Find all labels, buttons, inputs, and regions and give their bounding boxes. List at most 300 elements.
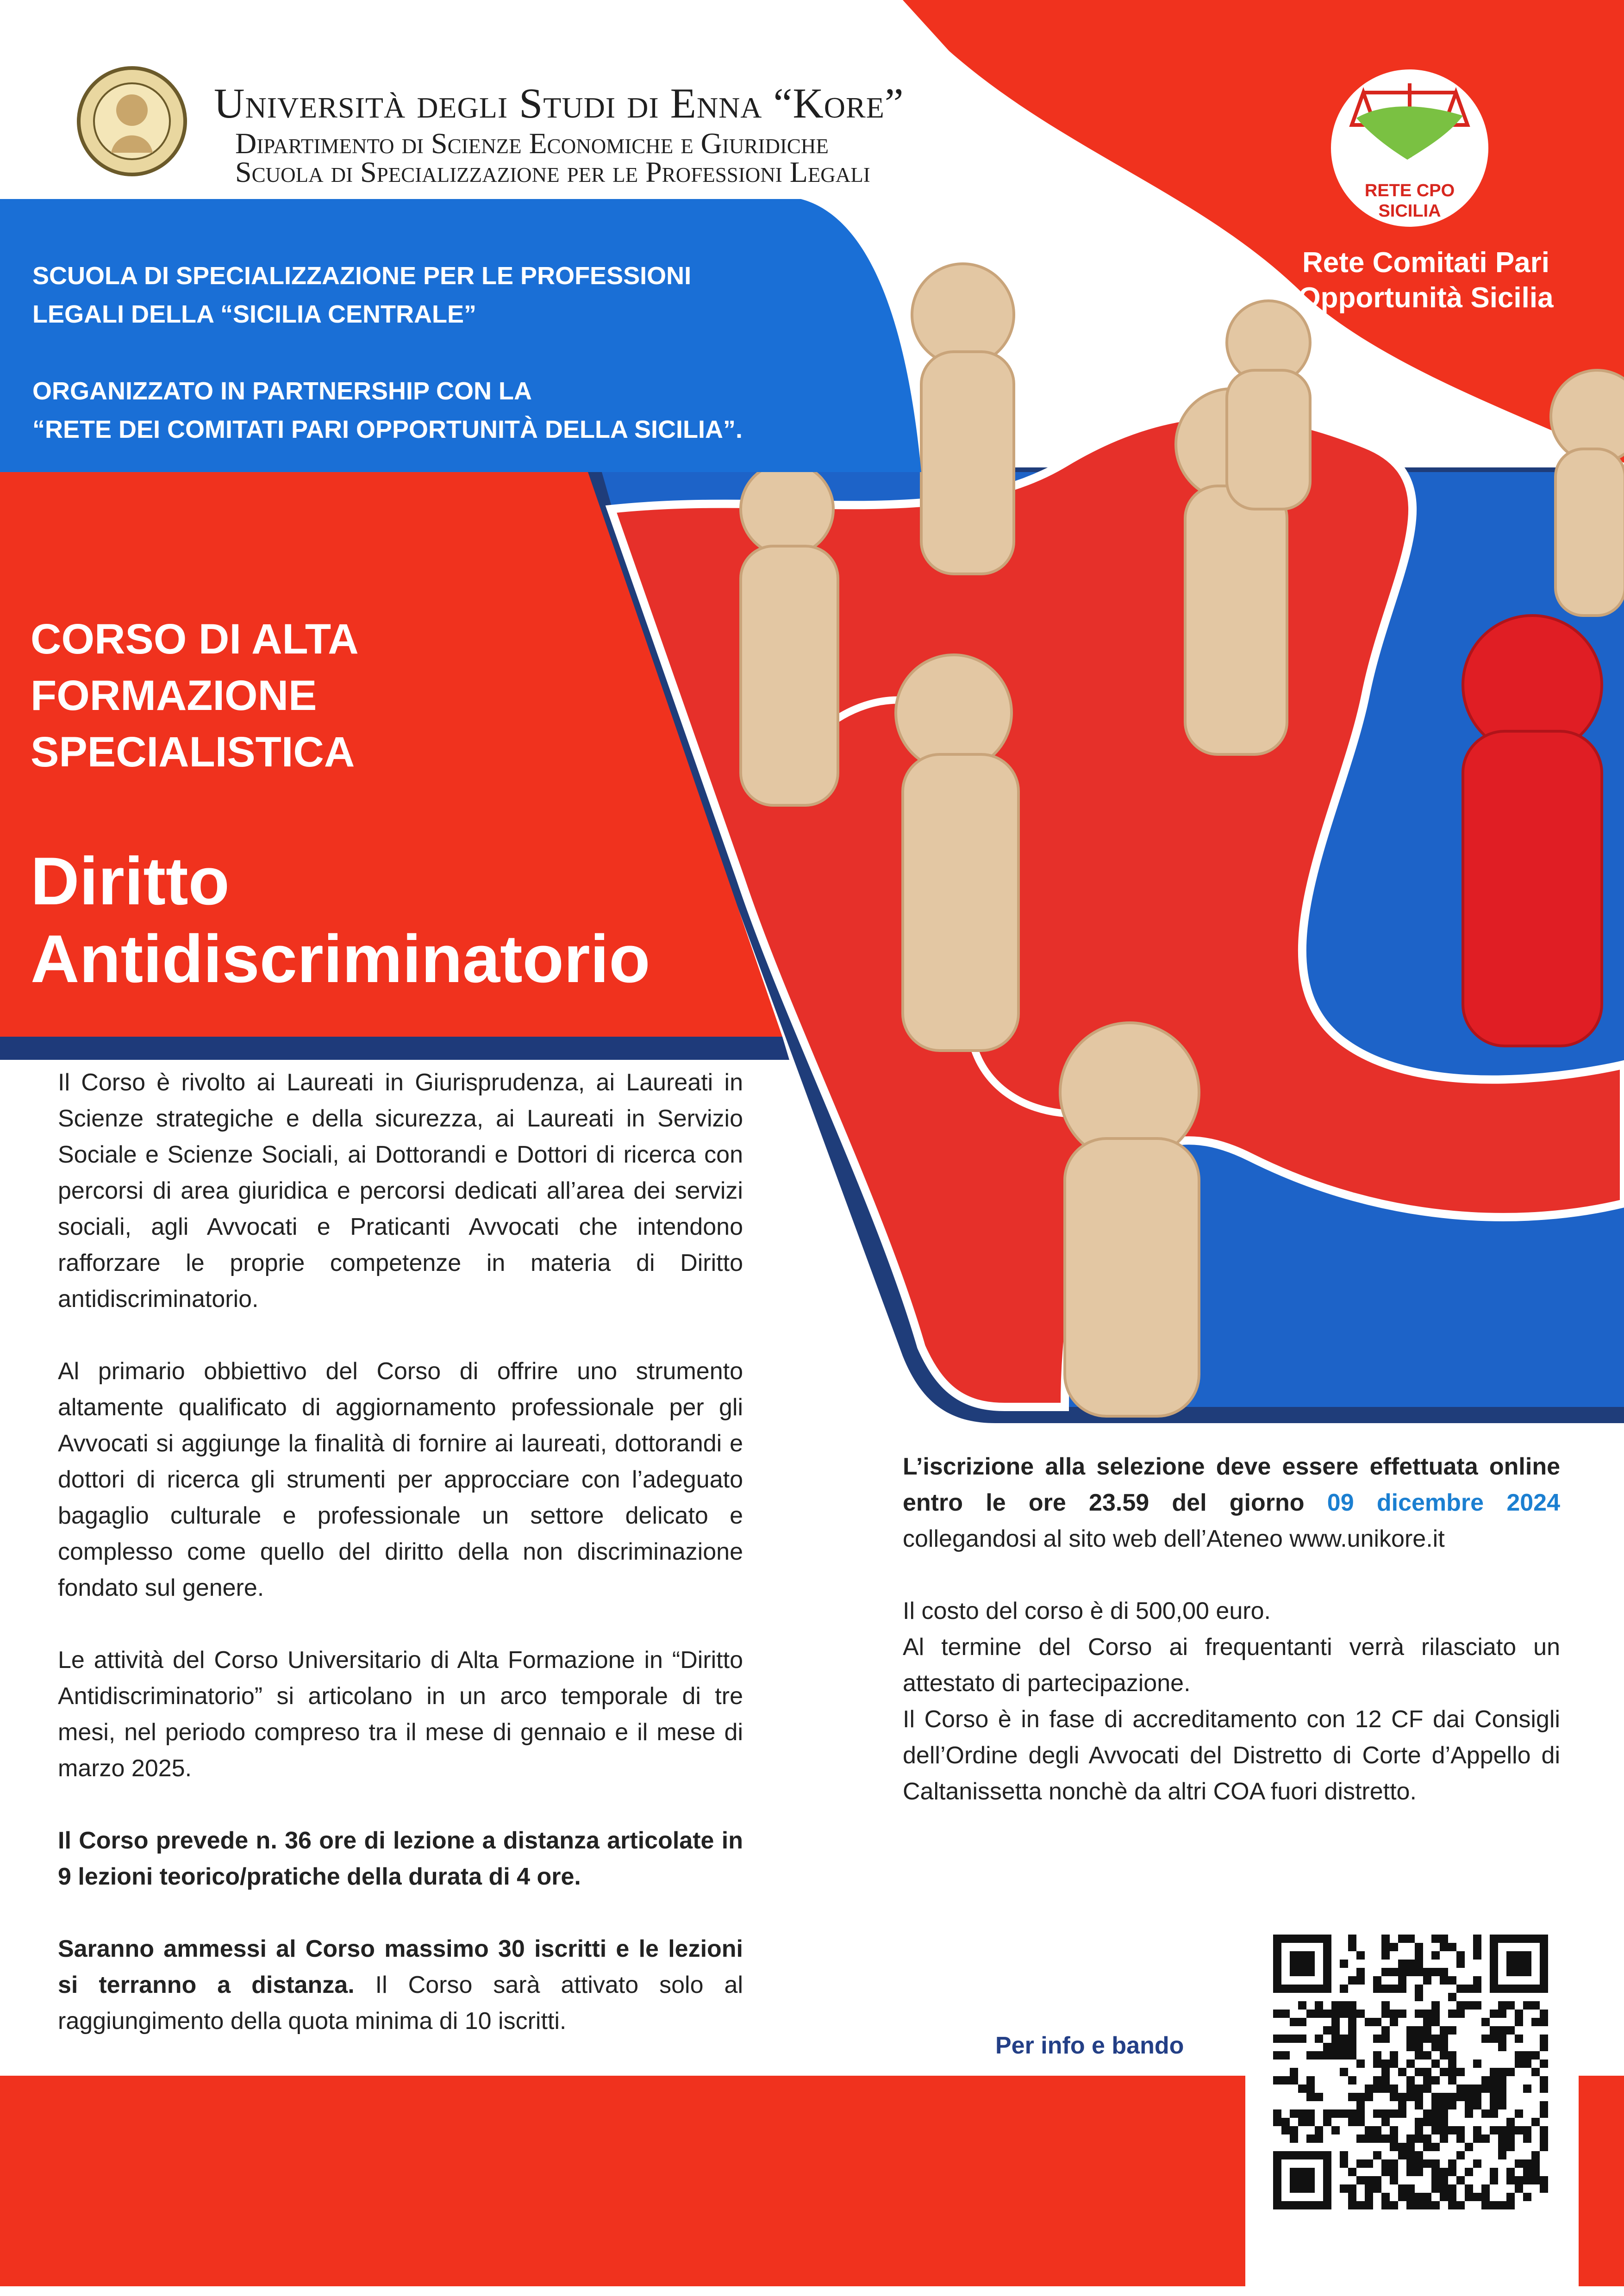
qr-module [1473, 2101, 1481, 2109]
qr-module [1531, 2176, 1540, 2184]
qr-module [1473, 1985, 1481, 1993]
qr-module [1323, 2043, 1331, 2051]
qr-module [1373, 2018, 1381, 2026]
qr-module [1440, 1943, 1448, 1951]
qr-module [1340, 2010, 1348, 2018]
qr-module [1381, 2068, 1390, 2076]
qr-module [1490, 2068, 1498, 2076]
qr-module [1490, 2168, 1498, 2176]
qr-module [1523, 2051, 1531, 2060]
qr-module [1448, 2201, 1456, 2209]
qr-module [1306, 2134, 1315, 2143]
qr-module [1490, 2035, 1498, 2043]
qr-module [1515, 2035, 1523, 2043]
qr-module [1398, 2010, 1406, 2018]
qr-module [1473, 2001, 1481, 2010]
qr-module [1331, 2051, 1340, 2060]
qr-module [1473, 2084, 1481, 2093]
qr-module [1415, 2093, 1423, 2101]
qr-module [1348, 2184, 1356, 2193]
qr-module [1506, 2143, 1515, 2151]
qr-module [1273, 2051, 1281, 2060]
qr-module [1440, 2176, 1448, 2184]
qr-module [1398, 2184, 1406, 2193]
registration-info [903, 1449, 1560, 1846]
qr-module [1540, 2126, 1548, 2134]
qr-module [1481, 2035, 1490, 2043]
qr-module [1390, 1943, 1398, 1951]
qr-module [1515, 2060, 1523, 2068]
qr-module [1373, 2035, 1381, 2043]
qr-module [1540, 2143, 1548, 2151]
qr-module [1356, 1968, 1365, 1976]
qr-module [1348, 2193, 1356, 2201]
qr-module [1423, 2109, 1431, 2118]
qr-module [1306, 2051, 1315, 2060]
qr-module [1423, 1968, 1431, 1976]
qr-module [1306, 2076, 1315, 2084]
cost-info-paragraph [903, 1593, 1560, 1810]
qr-module [1390, 1985, 1398, 1993]
qr-module [1431, 1968, 1440, 1976]
qr-module [1348, 2026, 1356, 2035]
qr-module [1423, 2201, 1431, 2209]
qr-module [1373, 2151, 1381, 2159]
qr-module [1473, 2060, 1481, 2068]
qr-module [1381, 1943, 1390, 1951]
qr-module [1540, 2184, 1548, 2193]
qr-module [1356, 2093, 1365, 2101]
qr-module [1523, 2176, 1531, 2184]
partnership-banner [32, 257, 912, 449]
qr-module [1406, 2093, 1415, 2101]
cpo-caption [1259, 245, 1593, 316]
qr-module [1465, 2109, 1473, 2118]
qr-module [1415, 2201, 1423, 2209]
qr-module [1340, 1985, 1348, 1993]
qr-module [1531, 2151, 1540, 2159]
qr-module [1440, 1935, 1448, 1943]
qr-module [1331, 2126, 1340, 2134]
qr-module [1306, 2109, 1315, 2118]
qr-module [1440, 1976, 1448, 1985]
qr-module [1381, 2159, 1390, 2168]
qr-module [1365, 2134, 1373, 2143]
qr-module [1498, 2201, 1506, 2209]
qr-module [1381, 1985, 1390, 1993]
registration-bold: L’iscrizione alla selezione deve essere effettuata online entro le ore 23.59 del giorno [903, 1453, 1560, 1516]
qr-module [1323, 2051, 1331, 2060]
qr-module [1398, 2068, 1406, 2076]
qr-module [1340, 2051, 1348, 2060]
qr-module [1448, 2060, 1456, 2068]
qr-module [1498, 2101, 1506, 2109]
qr-module [1348, 1935, 1356, 1943]
course-title-line-1: Diritto [31, 843, 230, 919]
qr-module [1390, 2201, 1398, 2209]
university-name: Università degli Studi di Enna “Kore” [214, 80, 904, 127]
qr-module [1415, 2035, 1423, 2043]
qr-module [1365, 2084, 1373, 2093]
qr-module [1323, 2109, 1331, 2118]
qr-module [1398, 1976, 1406, 1985]
qr-module [1340, 2001, 1348, 2010]
qr-module [1348, 2035, 1356, 2043]
qr-module [1506, 2118, 1515, 2126]
qr-finder [1290, 1951, 1315, 1976]
qr-module [1431, 2018, 1440, 2026]
cpo-badge-line-2: SICILIA [1378, 201, 1441, 221]
qr-module [1415, 2043, 1423, 2051]
qr-module [1448, 1976, 1456, 1985]
qr-module [1531, 2118, 1540, 2126]
qr-module [1498, 2010, 1506, 2018]
qr-module [1406, 2151, 1415, 2159]
qr-module [1290, 2035, 1298, 2043]
qr-module [1465, 2193, 1473, 2201]
qr-module [1406, 2193, 1415, 2201]
qr-module [1456, 2126, 1465, 2134]
qr-module [1431, 2126, 1440, 2134]
qr-module [1423, 2026, 1431, 2035]
course-type-line-3: SPECIALISTICA [31, 728, 355, 776]
course-title [31, 842, 771, 998]
qr-module [1440, 2134, 1448, 2143]
qr-module [1356, 2060, 1365, 2068]
qr-module [1498, 2043, 1506, 2051]
qr-module [1356, 2010, 1365, 2018]
qr-module [1540, 2043, 1548, 2051]
qr-module [1356, 2201, 1365, 2209]
qr-module [1290, 2109, 1298, 2118]
qr-module [1273, 2035, 1281, 2043]
qr-module [1481, 2134, 1490, 2143]
qr-module [1373, 2084, 1381, 2093]
qr-module [1456, 2134, 1465, 2143]
course-title-line-2: Antidiscriminatorio [31, 921, 650, 996]
qr-module [1431, 2035, 1440, 2043]
qr-module [1515, 2126, 1523, 2134]
qr-module [1423, 2010, 1431, 2018]
course-type-line-1: CORSO DI ALTA [31, 616, 359, 663]
qr-module [1440, 2184, 1448, 2193]
qr-module [1398, 2151, 1406, 2159]
qr-module [1431, 2168, 1440, 2176]
qr-module [1398, 1960, 1406, 1968]
qr-module [1498, 2035, 1506, 2043]
qr-module [1348, 2010, 1356, 2018]
qr-module [1390, 2084, 1398, 2093]
qr-module [1415, 1960, 1423, 1968]
enrollment-paragraph [58, 1931, 743, 2039]
qr-module [1515, 2184, 1523, 2193]
qr-module [1448, 1943, 1456, 1951]
qr-module [1465, 2093, 1473, 2101]
qr-module [1290, 2018, 1298, 2026]
qr-module [1373, 2051, 1381, 2060]
qr-module [1490, 2093, 1498, 2101]
qr-module [1398, 1935, 1406, 1943]
qr-module [1340, 2184, 1348, 2193]
qr-module [1423, 2143, 1431, 2151]
qr-module [1390, 2060, 1398, 2068]
qr-module [1273, 2010, 1281, 2018]
qr-module [1331, 2043, 1340, 2051]
university-seal [79, 68, 185, 174]
qr-module [1381, 2035, 1390, 2043]
qr-module [1431, 2001, 1440, 2010]
qr-module [1415, 2026, 1423, 2035]
qr-module [1423, 2051, 1431, 2060]
qr-module [1290, 2134, 1298, 2143]
qr-module [1415, 2101, 1423, 2109]
qr-module [1456, 1985, 1465, 1993]
qr-module [1531, 2051, 1540, 2060]
qr-module [1406, 2134, 1415, 2143]
qr-module [1506, 2068, 1515, 2076]
qr-module [1473, 1976, 1481, 1985]
course-description [58, 1064, 743, 2075]
qr-module [1456, 1960, 1465, 1968]
qr-module [1415, 1968, 1423, 1976]
qr-module [1490, 2101, 1498, 2109]
qr-module [1498, 2143, 1506, 2151]
qr-module [1498, 2126, 1506, 2134]
qr-module [1531, 2018, 1540, 2026]
qr-module [1298, 2084, 1306, 2093]
qr-module [1506, 2176, 1515, 2184]
qr-module [1281, 2035, 1290, 2043]
qr-module [1348, 2043, 1356, 2051]
qr-module [1490, 2176, 1498, 2184]
qr-module [1423, 2035, 1431, 2043]
qr-module [1498, 2026, 1506, 2035]
qr-module [1423, 2159, 1431, 2168]
qr-module [1523, 2193, 1531, 2201]
qr-module [1406, 2201, 1415, 2209]
qr-module [1298, 2018, 1306, 2026]
qr-module [1490, 2076, 1498, 2084]
qr-module [1273, 2118, 1281, 2126]
qr-module [1456, 2151, 1465, 2159]
qr-module [1348, 2118, 1356, 2126]
qr-module [1465, 2084, 1473, 2093]
qr-module [1440, 2051, 1448, 2060]
qr-module [1290, 2076, 1298, 2084]
qr-module [1323, 2026, 1331, 2035]
qr-module [1306, 2010, 1315, 2018]
qr-module [1298, 2118, 1306, 2126]
qr-module [1440, 2043, 1448, 2051]
qr-finder [1506, 1951, 1531, 1976]
qr-module [1515, 2176, 1523, 2184]
qr-module [1415, 1951, 1423, 1960]
qr-module [1490, 2109, 1498, 2118]
qr-module [1423, 2018, 1431, 2026]
qr-module [1523, 2134, 1531, 2143]
qr-module [1506, 2134, 1515, 2143]
qr-module [1390, 2126, 1398, 2134]
qr-module [1315, 2134, 1323, 2143]
qr-module [1281, 2076, 1290, 2084]
qr-module [1315, 2010, 1323, 2018]
qr-module [1406, 1935, 1415, 1943]
qr-module [1398, 2093, 1406, 2101]
qr-module [1473, 1935, 1481, 1943]
qr-module [1465, 2184, 1473, 2193]
qr-module [1440, 2035, 1448, 2043]
qr-module [1540, 2176, 1548, 2184]
qr-module [1348, 2109, 1356, 2118]
qr-module [1431, 2109, 1440, 2118]
qr-module [1340, 2159, 1348, 2168]
qr-module [1415, 2118, 1423, 2126]
qr-module [1340, 2035, 1348, 2043]
qr-module [1290, 2126, 1298, 2134]
info-label: Per info e bando [995, 2032, 1184, 2059]
qr-module [1390, 2051, 1398, 2060]
banner-line-3: ORGANIZZATO IN PARTNERSHIP CON LA [32, 377, 532, 405]
qr-module [1315, 2035, 1323, 2043]
qr-module [1415, 2151, 1423, 2159]
qr-module [1465, 2101, 1473, 2109]
qr-module [1415, 2084, 1423, 2093]
accreditation-line: Il Corso è in fase di accreditamento con 12 CF dai Consigli dell’Ordine degli Avvocati del Distretto di Corte d’Appello di Caltanissetta nonchè da altri COA fuori distretto. [903, 1706, 1560, 1805]
qr-module [1340, 2043, 1348, 2051]
qr-module [1365, 2159, 1373, 2168]
qr-module [1356, 1951, 1365, 1960]
qr-module [1365, 2126, 1373, 2134]
qr-module [1373, 2076, 1381, 2084]
qr-module [1373, 1976, 1381, 1985]
cpo-badge-label [1333, 180, 1486, 221]
qr-module [1356, 1976, 1365, 1985]
certificate-line: Al termine del Corso ai frequentanti verrà rilasciato un attestato di partecipazione. [903, 1634, 1560, 1697]
qr-module [1365, 2018, 1373, 2026]
qr-module [1431, 2143, 1440, 2151]
qr-module [1406, 2060, 1415, 2068]
registration-deadline: 09 dicembre 2024 [1327, 1489, 1561, 1516]
qr-code [1245, 1916, 1579, 2296]
qr-module [1448, 2184, 1456, 2193]
qr-module [1431, 2118, 1440, 2126]
school-name: Scuola di Specializzazione per le Professioni Legali [235, 156, 870, 188]
qr-module [1523, 2084, 1531, 2093]
qr-module [1415, 2126, 1423, 2134]
qr-module [1331, 2001, 1340, 2010]
qr-module [1431, 2060, 1440, 2068]
qr-module [1473, 1943, 1481, 1951]
qr-module [1456, 1951, 1465, 1960]
qr-module [1415, 2159, 1423, 2168]
description-paragraph-2: Al primario obbiettivo del Corso di offrire uno strumento altamente qualificato di aggiornamento professionale per gli Avvocati si aggiunge la finalità di fornire ai laureati, dottorandi e dottori di ricerca gli strumenti per approcciare con l’adeguato bagaglio culturale e professionale un settore delicato e complesso come quello del diritto della non discriminazione fondato sul genere. [58, 1358, 743, 1601]
qr-module [1515, 2010, 1523, 2018]
hours-paragraph: Il Corso prevede n. 36 ore di lezione a distanza articolate in 9 lezioni teorico/pratiche della durata di 4 ore. [58, 1827, 743, 1890]
qr-module [1481, 2084, 1490, 2093]
qr-module [1381, 2201, 1390, 2209]
qr-module [1465, 2168, 1473, 2176]
qr-module [1340, 2151, 1348, 2159]
qr-module [1390, 2143, 1398, 2151]
qr-module [1423, 2068, 1431, 2076]
qr-module [1348, 1976, 1356, 1985]
qr-module [1381, 2168, 1390, 2176]
qr-module [1423, 2134, 1431, 2143]
qr-module [1531, 2168, 1540, 2176]
qr-module [1281, 2051, 1290, 2060]
enrollment-bold: Saranno ammessi al Corso massimo 30 iscritti e le lezioni si terranno a distanza. [58, 1935, 743, 1998]
qr-module [1523, 2168, 1531, 2176]
qr-module [1298, 2001, 1306, 2010]
qr-module [1498, 2084, 1506, 2093]
qr-module [1415, 2068, 1423, 2076]
qr-module [1490, 2201, 1498, 2209]
qr-module [1490, 2026, 1498, 2035]
qr-module [1406, 2184, 1415, 2193]
qr-module [1415, 2193, 1423, 2201]
qr-module [1431, 2101, 1440, 2109]
qr-module [1356, 2109, 1365, 2118]
qr-module [1331, 2026, 1340, 2035]
qr-module [1465, 2143, 1473, 2151]
qr-module [1398, 2193, 1406, 2201]
qr-module [1390, 2168, 1398, 2176]
qr-module [1540, 2109, 1548, 2118]
description-paragraph-3: Le attività del Corso Universitario di Alta Formazione in “Diritto Antidiscriminatorio” si articolano in un arco temporale di tre mesi, nel periodo compreso tra il mese di gennaio e il mese di marzo 2025. [58, 1647, 743, 1782]
course-type [31, 611, 632, 780]
qr-module [1373, 2060, 1381, 2068]
qr-module [1506, 2168, 1515, 2176]
qr-module [1298, 2109, 1306, 2118]
qr-module [1365, 2176, 1373, 2184]
qr-module [1473, 2126, 1481, 2134]
qr-module [1523, 2126, 1531, 2134]
qr-module [1490, 2084, 1498, 2093]
qr-module [1498, 2068, 1506, 2076]
qr-module [1423, 2076, 1431, 2084]
qr-module [1448, 2051, 1456, 2060]
qr-module [1440, 2168, 1448, 2176]
qr-module [1473, 2159, 1481, 2168]
qr-module [1431, 2176, 1440, 2184]
qr-module [1498, 2093, 1506, 2101]
qr-module [1415, 2010, 1423, 2018]
qr-module [1323, 2118, 1331, 2126]
qr-module [1448, 2010, 1456, 2018]
qr-module [1440, 2193, 1448, 2201]
qr-module [1281, 2126, 1290, 2134]
qr-module [1398, 2143, 1406, 2151]
qr-module [1415, 2134, 1423, 2143]
qr-module [1406, 2035, 1415, 2043]
qr-module [1440, 2068, 1448, 2076]
qr-module [1431, 2043, 1440, 2051]
qr-module [1348, 2001, 1356, 2010]
qr-module [1465, 1985, 1473, 1993]
qr-module [1340, 1960, 1348, 1968]
qr-module [1348, 2168, 1356, 2176]
qr-module [1390, 2109, 1398, 2118]
qr-module [1290, 2068, 1298, 2076]
qr-module [1481, 2076, 1490, 2084]
qr-module [1473, 2193, 1481, 2201]
qr-module [1473, 2093, 1481, 2101]
qr-module [1498, 2134, 1506, 2143]
qr-module [1340, 2109, 1348, 2118]
qr-module [1381, 2076, 1390, 2084]
qr-module [1365, 2093, 1373, 2101]
qr-module [1406, 1960, 1415, 1968]
